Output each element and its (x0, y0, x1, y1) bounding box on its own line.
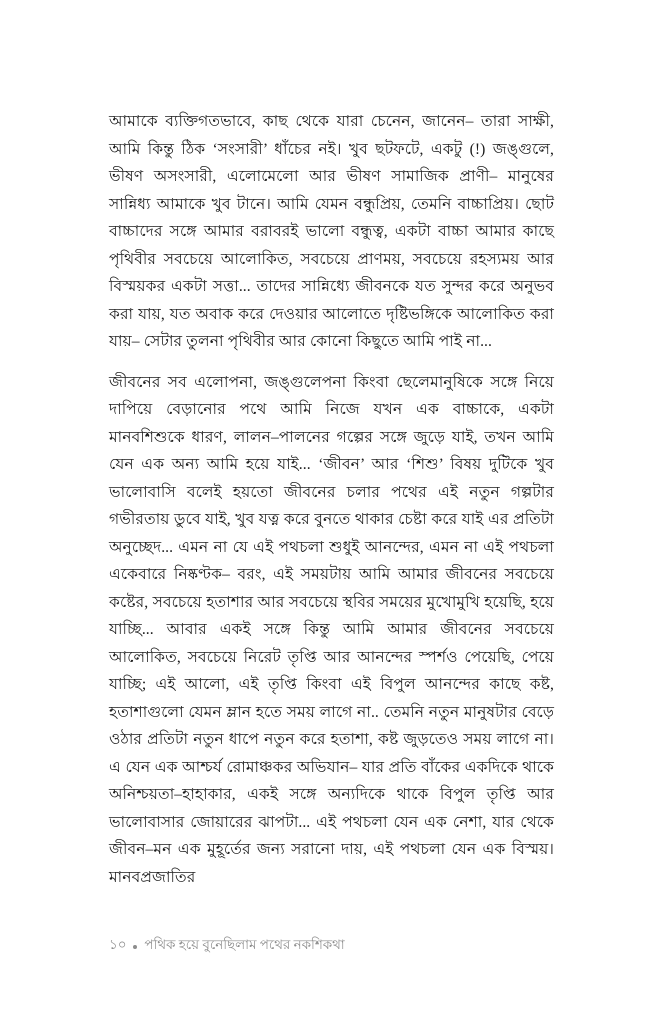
page-number: ১০ (109, 937, 127, 952)
running-footer (109, 936, 554, 954)
body-text-column (109, 108, 554, 891)
book-title-footer: পথিক হয়ে বুনেছিলাম পথের নকশিকথা (144, 937, 345, 952)
paragraph-2: জীবনের সব এলোপনা, জঙ্গুলেপনা কিংবা ছেলেমানুষিকে সঙ্গে নিয়ে দাপিয়ে বেড়ানোর পথে আমি নিজে যখন এক বাচ্চাকে, একটা মানবশিশুকে ধারণ, লালন–পালনের গল্পের সঙ্গে জুড়ে যাই, তখন আমি যেন এক অন্য আমি হয়ে যাই... ‘জীবন’ আর ‘শিশু’ বিষয় দুটিকে খুব ভালোবাসি বলেই হয়তো জীবনের চলার পথের এই নতুন গল্পটার গভীরতায় ডুবে যাই, খুব যত্ন করে বুনতে থাকার চেষ্টা করে যাই এর প্রতিটা অনুচ্ছেদ... এমন না যে এই পথচলা শুধুই আনন্দের, এমন না এই পথচলা একেবারে নিষ্কণ্টক– বরং, এই সময়টায় আমি আমার জীবনের সবচেয়ে কষ্টের, সবচেয়ে হতাশার আর সবচেয়ে স্থবির সময়ের মুখোমুখি হয়েছি, হয়ে যাচ্ছি... আবার একই সঙ্গে কিন্তু আমি আমার জীবনের সবচেয়ে আলোকিত, সবচেয়ে নিরেট তৃপ্তি আর আনন্দের স্পর্শও পেয়েছি, পেয়ে যাচ্ছি; এই আলো, এই তৃপ্তি কিংবা এই বিপুল আনন্দের কাছে কষ্ট, হতাশাগুলো যেমন ম্লান হতে সময় লাগে না.. তেমনি নতুন মানুষটার বেড়ে ওঠার প্রতিটা নতুন ধাপে নতুন করে হতাশা, কষ্ট জুড়তেও সময় লাগে না। এ যেন এক আশ্চর্য রোমাঞ্চকর অভিযান– যার প্রতি বাঁকের একদিকে থাকে অনিশ্চয়তা–হাহাকার, একই সঙ্গে অন্যদিকে থাকে বিপুল তৃপ্তি আর ভালোবাসার জোয়ারের ঝাপটা... এই পথচলা যেন এক নেশা, যার থেকে জীবন–মন এক মুহূর্তের জন্য সরানো দায়, এই পথচলা যেন এক বিস্ময়। মানবপ্রজাতির (109, 373, 554, 886)
bullet-separator-icon (133, 945, 137, 949)
paragraph-1: আমাকে ব্যক্তিগতভাবে, কাছ থেকে যারা চেনেন, জানেন– তারা সাক্ষী, আমি কিন্তু ঠিক ‘সংসারী’ ধাঁচের নই। খুব ছটফটে, একটু (!) জঙ্গুলে, ভীষণ অসংসারী, এলোমেলো আর ভীষণ সামাজিক প্রাণী– মানুষের সান্নিধ্য আমাকে খুব টানে। আমি যেমন বন্ধুপ্রিয়, তেমনি বাচ্চাপ্রিয়। ছোট বাচ্চাদের সঙ্গে আমার বরাবরই ভালো বন্ধুত্ব, একটা বাচ্চা আমার কাছে পৃথিবীর সবচেয়ে আলোকিত, সবচেয়ে প্রাণময়, সবচেয়ে রহস্যময় আর বিস্ময়কর একটা সত্তা... তাদের সান্নিধ্যে জীবনকে যত সুন্দর করে অনুভব করা যায়, যত অবাক করে দেওয়ার আলোতে দৃষ্টিভঙ্গিকে আলোকিত করা যায়– সেটার তুলনা পৃথিবীর আর কোনো কিছুতে আমি পাই না... (109, 113, 554, 350)
